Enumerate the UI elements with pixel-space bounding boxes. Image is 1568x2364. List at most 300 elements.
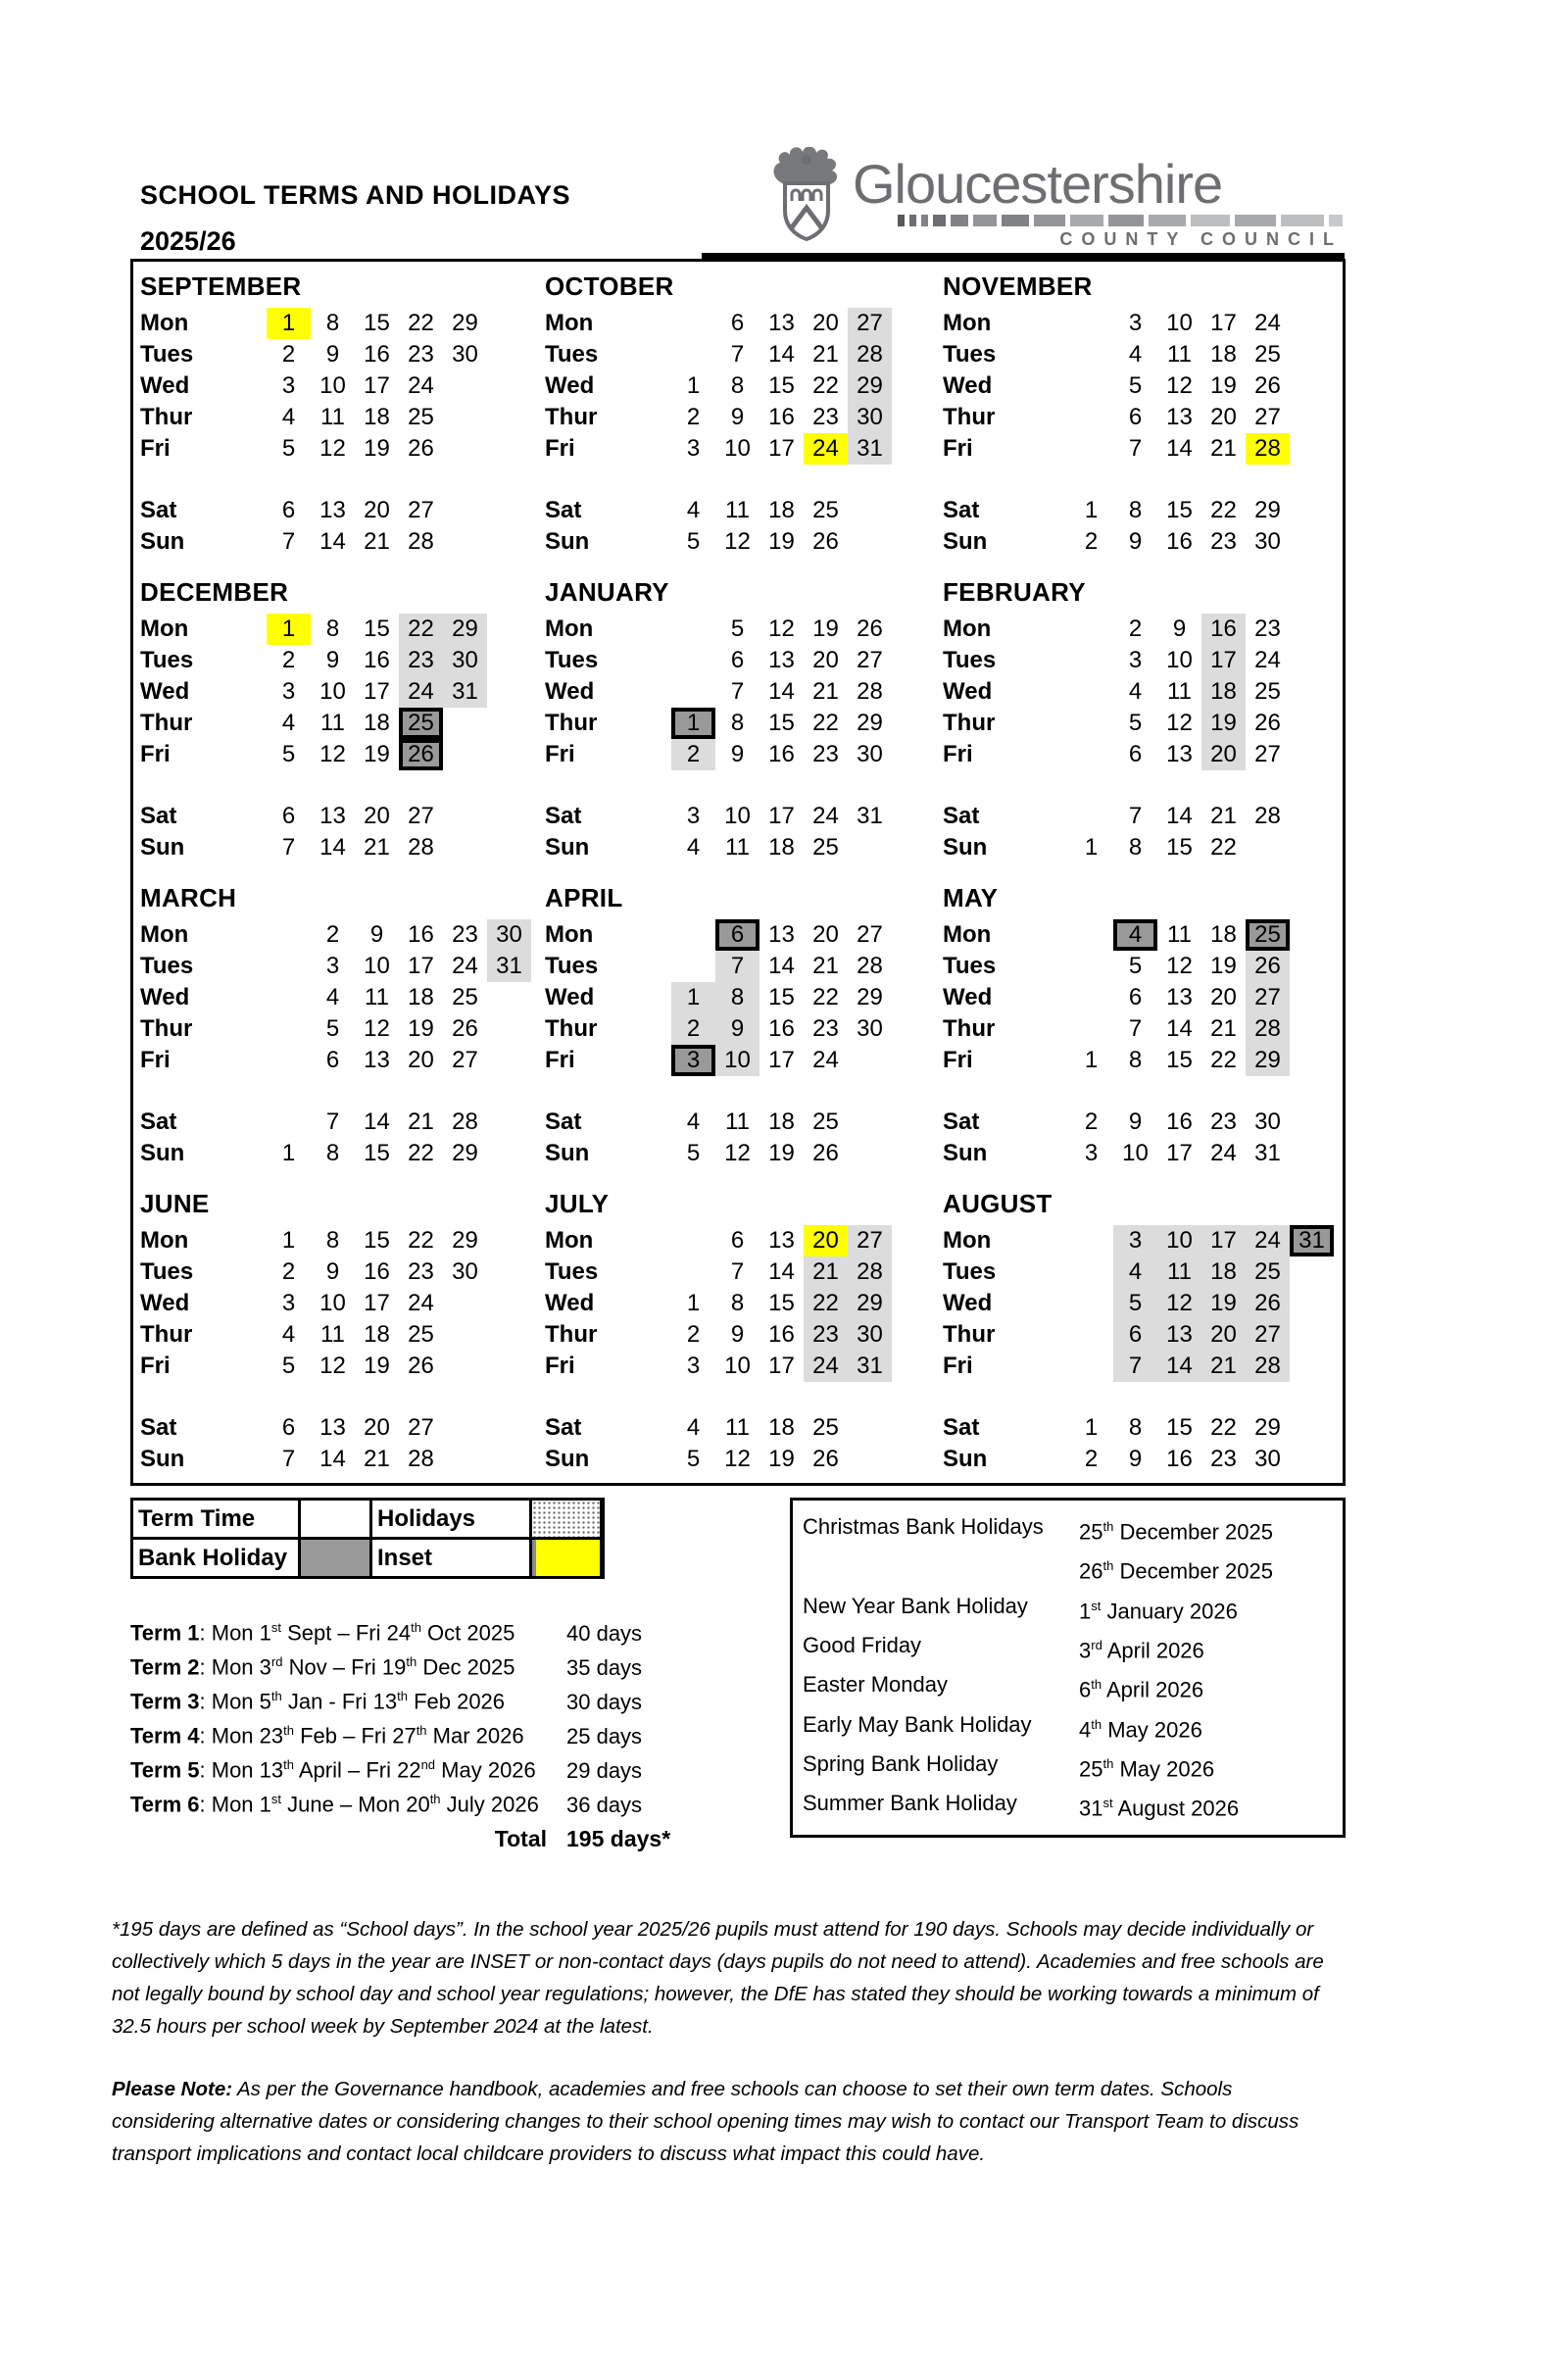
day-cell: 18: [364, 404, 390, 430]
day-cell: 26: [812, 1140, 839, 1166]
day-cell-hol: 29: [443, 614, 487, 645]
day-cell: [1290, 1138, 1334, 1169]
day-cell: 20: [364, 803, 390, 829]
day-cell: 18: [364, 710, 390, 736]
day-cell: 6: [281, 497, 296, 523]
day-row-fri: [545, 1045, 943, 1076]
day-label: Fri: [140, 1047, 171, 1073]
bank-holiday-row: [803, 1786, 1337, 1825]
day-cell: 30: [1254, 1446, 1281, 1472]
day-label: Sat: [140, 1108, 177, 1135]
day-cell: [892, 1288, 936, 1319]
day-cell: 15: [364, 1227, 390, 1254]
day-label: Wed: [140, 372, 190, 399]
day-cell: 4: [281, 710, 296, 736]
total-value: 195 days*: [566, 1826, 671, 1851]
day-cell: [487, 308, 531, 339]
day-cell: 19: [768, 1446, 795, 1472]
day-cell: 19: [812, 616, 839, 642]
day-label: Sun: [545, 834, 590, 861]
day-cell-hol: 2: [671, 739, 715, 770]
day-cell: [1290, 402, 1334, 433]
day-cell: [487, 1412, 531, 1444]
day-label: Sun: [545, 528, 590, 555]
day-cell: 26: [812, 1446, 839, 1472]
month-title: FEBRUARY: [943, 577, 1086, 607]
day-cell: 27: [408, 1414, 434, 1441]
day-cell: 1: [1084, 497, 1099, 523]
day-cell: 13: [1166, 404, 1193, 430]
day-cell: 23: [408, 341, 434, 368]
month-title: MARCH: [140, 883, 237, 912]
day-cell: [1290, 645, 1334, 676]
day-cell: [487, 1288, 531, 1319]
day-cell: [487, 1045, 531, 1076]
day-cell: 20: [1210, 404, 1237, 430]
day-row-thur: [140, 402, 545, 433]
day-row-sun: [545, 1138, 943, 1169]
day-cell: 14: [768, 953, 795, 979]
day-label: Wed: [943, 1290, 993, 1316]
day-cell: 21: [364, 1446, 390, 1472]
day-cell-inset: 20: [804, 1225, 848, 1256]
day-row-wed: [140, 982, 545, 1013]
day-cell: 2: [281, 647, 296, 673]
day-cell: [443, 495, 487, 526]
day-cell: 31: [1254, 1140, 1281, 1166]
day-label: Sun: [943, 1140, 988, 1166]
day-cell-hol: 25: [1246, 1256, 1290, 1288]
day-cell: 27: [452, 1047, 478, 1073]
day-cell-hol: 29: [1246, 1045, 1290, 1076]
day-cell: 4: [281, 404, 296, 430]
day-cell: 15: [768, 710, 795, 736]
day-cell: [487, 1013, 531, 1045]
day-cell: [892, 526, 936, 558]
day-cell: 22: [812, 372, 839, 399]
day-cell: 17: [364, 1290, 390, 1316]
day-cell: [443, 402, 487, 433]
term-days: 25 days: [566, 1723, 643, 1748]
legend-label-holidays: Holidays: [372, 1501, 529, 1537]
day-cell: 10: [724, 1353, 751, 1379]
day-cell: [892, 676, 936, 708]
day-cell: 29: [1254, 1414, 1281, 1441]
day-cell: 9: [730, 741, 745, 767]
day-cell: [671, 919, 715, 951]
logo-subtitle: COUNTY COUNCIL: [1059, 229, 1343, 249]
day-row-thur: [943, 1013, 1343, 1045]
day-cell: 1: [1084, 1047, 1099, 1073]
day-cell: 24: [408, 1290, 434, 1316]
day-cell: 18: [1210, 341, 1237, 368]
day-row-tues: [140, 1256, 545, 1288]
month-september: [140, 271, 545, 558]
day-cell: [443, 433, 487, 465]
day-cell: 7: [325, 1108, 340, 1135]
month-title: JUNE: [140, 1189, 210, 1218]
day-cell-inset: 24: [804, 433, 848, 465]
day-label: Thur: [140, 1321, 193, 1348]
day-cell-hol: 18: [1201, 676, 1246, 708]
day-label: Wed: [545, 984, 595, 1010]
term-row: [130, 1753, 772, 1788]
day-cell: 9: [1128, 1108, 1143, 1135]
day-cell-hol: 10: [1157, 1225, 1201, 1256]
day-cell: 9: [730, 404, 745, 430]
bank-holiday-box: [790, 1498, 1346, 1838]
day-cell: 1: [1084, 1414, 1099, 1441]
day-row-thur: [943, 402, 1343, 433]
term-list: [130, 1616, 772, 1822]
day-cell: 9: [325, 647, 340, 673]
day-cell: 7: [730, 1258, 745, 1285]
day-label: Mon: [943, 1227, 992, 1254]
day-cell-hol: 19: [1201, 1288, 1246, 1319]
day-row-mon: [943, 308, 1343, 339]
day-row-mon: [140, 1225, 545, 1256]
day-row-tues: [545, 1256, 943, 1288]
day-label: Tues: [943, 341, 997, 368]
day-cell: [848, 495, 892, 526]
day-label: Sat: [140, 803, 177, 829]
day-label: Fri: [140, 435, 171, 462]
page-year: 2025/26: [140, 226, 236, 256]
day-cell: 23: [1210, 1446, 1237, 1472]
day-cell: [267, 1107, 311, 1138]
day-cell: [892, 402, 936, 433]
day-label: Tues: [545, 1258, 599, 1285]
month-title: NOVEMBER: [943, 271, 1093, 301]
day-label: Tues: [140, 953, 194, 979]
term-label: Term 4: [130, 1723, 200, 1748]
day-cell: 23: [812, 1015, 839, 1042]
day-row-tues: [140, 951, 545, 982]
day-row-wed: [545, 982, 943, 1013]
day-cell: 20: [364, 497, 390, 523]
day-row-sun: [943, 1444, 1343, 1475]
day-cell: 2: [325, 921, 340, 948]
day-row-sun: [140, 1444, 545, 1475]
day-cell: 16: [768, 404, 795, 430]
day-cell: 22: [1210, 1047, 1237, 1073]
day-cell-hol: 28: [848, 339, 892, 370]
term-dates: Term 3: Mon 5th Jan - Fri 13th Feb 2026: [130, 1689, 506, 1714]
month-title: MAY: [943, 883, 999, 912]
day-cell: [671, 1225, 715, 1256]
term-days: 36 days: [566, 1792, 643, 1817]
day-label: Wed: [943, 678, 993, 705]
day-cell-hol: 28: [1246, 1013, 1290, 1045]
day-cell: [1290, 801, 1334, 832]
bank-holiday-row: [803, 1707, 1337, 1747]
day-cell: 14: [768, 678, 795, 705]
day-cell: 6: [730, 1227, 745, 1254]
day-cell: 7: [281, 834, 296, 861]
day-cell: [1069, 614, 1113, 645]
bank-holiday-name: [803, 1549, 1079, 1588]
day-row-sun: [943, 526, 1343, 558]
day-cell: 27: [857, 921, 883, 948]
term-row: [130, 1788, 772, 1822]
day-row-wed: [545, 1288, 943, 1319]
day-label: Fri: [943, 435, 973, 462]
day-cell: 27: [857, 647, 883, 673]
day-cell: 20: [364, 1414, 390, 1441]
day-cell: [487, 614, 531, 645]
day-label: Wed: [545, 372, 595, 399]
day-cell: 3: [686, 435, 701, 462]
title-block: [140, 180, 570, 259]
day-cell: 9: [1128, 528, 1143, 555]
day-cell: [1290, 1288, 1334, 1319]
day-label: Sun: [943, 528, 988, 555]
day-label: Wed: [140, 678, 190, 705]
legend-label-bank-holiday: Bank Holiday: [133, 1540, 298, 1576]
day-cell: 9: [1128, 1446, 1143, 1472]
day-cell: 25: [452, 984, 478, 1010]
day-cell: 12: [768, 616, 795, 642]
legend-and-terms: [130, 1498, 772, 1856]
day-cell: [892, 1412, 936, 1444]
day-cell: 22: [812, 710, 839, 736]
day-cell-hol: 31: [443, 676, 487, 708]
day-row-sat: [545, 495, 943, 526]
day-cell: 20: [1210, 984, 1237, 1010]
day-cell-hol: 20: [1201, 1319, 1246, 1351]
day-cell: 21: [408, 1108, 434, 1135]
day-cell-hol: 26: [1246, 1288, 1290, 1319]
day-cell: 24: [408, 372, 434, 399]
day-row-sat: [943, 1412, 1343, 1444]
day-cell: [892, 1225, 936, 1256]
day-cell: 22: [1210, 497, 1237, 523]
day-label: Fri: [943, 1353, 973, 1379]
please-note-text: As per the Governance handbook, academies and free schools can choose to set their own term dates. Schools considering alternative dates or considering changes to their school opening times may wish to contact our Transport Team to discuss transport implications and contact local childcare providers to discuss what impact this could have.: [112, 2078, 1299, 2165]
day-cell: 13: [768, 1227, 795, 1254]
day-cell: [487, 1225, 531, 1256]
day-cell-hol: 18: [1201, 1256, 1246, 1288]
day-cell: 11: [320, 404, 345, 430]
day-cell: [267, 919, 311, 951]
day-cell: [1290, 982, 1334, 1013]
day-row-sun: [545, 1444, 943, 1475]
day-cell: [1290, 1107, 1334, 1138]
day-cell: 7: [1128, 803, 1143, 829]
day-cell: 14: [319, 528, 346, 555]
day-label: Fri: [943, 1047, 973, 1073]
day-cell: [1069, 645, 1113, 676]
day-row-mon: [943, 1225, 1343, 1256]
day-cell: [1069, 708, 1113, 739]
day-cell-hol: 6: [1113, 1319, 1157, 1351]
day-label: Tues: [140, 1258, 194, 1285]
day-cell: [1069, 433, 1113, 465]
term-label: Term 5: [130, 1757, 200, 1783]
day-cell-hol: 17: [1201, 1225, 1246, 1256]
day-label: Sat: [140, 1414, 177, 1441]
day-cell: [1069, 739, 1113, 770]
day-row-wed: [140, 676, 545, 708]
day-label: Thur: [545, 404, 598, 430]
month-title: JANUARY: [545, 577, 669, 607]
day-cell: 19: [768, 1140, 795, 1166]
bottom-section: [130, 1498, 1346, 1856]
day-cell: 25: [408, 404, 434, 430]
bank-holiday-date: 25th December 2025: [1079, 1519, 1273, 1545]
day-cell: [848, 1045, 892, 1076]
day-cell: [892, 801, 936, 832]
term-row: [130, 1685, 772, 1719]
day-cell: 3: [1084, 1140, 1099, 1166]
day-row-thur: [943, 708, 1343, 739]
day-row-thur: [140, 708, 545, 739]
day-cell: 21: [812, 953, 839, 979]
day-label: Mon: [943, 310, 992, 336]
day-cell: 14: [319, 1446, 346, 1472]
day-label: Fri: [140, 741, 171, 767]
term-time-swatch: [301, 1501, 369, 1537]
day-cell: [892, 1256, 936, 1288]
bank-holiday-row: [803, 1747, 1337, 1786]
day-cell-hol: 29: [848, 1288, 892, 1319]
day-cell: 21: [812, 341, 839, 368]
day-label: Mon: [140, 921, 189, 948]
day-cell: 18: [364, 1321, 390, 1348]
day-cell: 19: [408, 1015, 434, 1042]
day-label: Mon: [140, 310, 189, 336]
day-row-fri: [140, 1351, 545, 1382]
day-row-thur: [545, 1319, 943, 1351]
day-row-sat: [140, 1412, 545, 1444]
day-cell: [1290, 739, 1334, 770]
term-days: 29 days: [566, 1757, 643, 1783]
day-cell: 8: [325, 616, 340, 642]
day-cell: 7: [281, 1446, 296, 1472]
day-row-wed: [545, 676, 943, 708]
day-cell: 3: [325, 953, 340, 979]
day-cell: [1290, 1013, 1334, 1045]
term-row: [130, 1650, 772, 1685]
day-cell: 9: [1172, 616, 1187, 642]
day-cell: 12: [319, 1353, 346, 1379]
day-cell: 7: [730, 678, 745, 705]
day-label: Mon: [943, 921, 992, 948]
day-cell: [1290, 919, 1334, 951]
day-cell: 6: [1128, 404, 1143, 430]
day-cell: 4: [1128, 341, 1143, 368]
day-cell: 29: [857, 984, 883, 1010]
term-days: 35 days: [566, 1654, 643, 1680]
day-cell-hol: 20: [1201, 739, 1246, 770]
day-cell: 7: [1128, 1015, 1143, 1042]
bank-holiday-date: 4th May 2026: [1079, 1716, 1202, 1742]
month-july: [545, 1189, 943, 1475]
month-june: [140, 1189, 545, 1475]
day-label: Thur: [140, 710, 193, 736]
day-cell: 25: [812, 497, 839, 523]
day-cell: 11: [365, 984, 389, 1010]
day-cell: 13: [1166, 741, 1193, 767]
day-cell: 26: [1254, 710, 1281, 736]
logo-name: Gloucestershire: [853, 153, 1223, 215]
day-cell: 13: [319, 803, 346, 829]
day-cell: 2: [281, 1258, 296, 1285]
day-cell: [443, 526, 487, 558]
day-cell: [267, 1045, 311, 1076]
day-cell: 5: [686, 1446, 701, 1472]
day-cell: 8: [1128, 497, 1143, 523]
day-row-fri: [140, 739, 545, 770]
day-label: Fri: [545, 1047, 575, 1073]
day-cell: [892, 1444, 936, 1475]
day-cell: 4: [686, 1108, 701, 1135]
day-row-thur: [545, 402, 943, 433]
day-cell: 21: [812, 678, 839, 705]
day-label: Fri: [140, 1353, 171, 1379]
day-cell: 14: [1166, 803, 1193, 829]
day-cell: [1069, 1013, 1113, 1045]
day-cell-hol: 26: [1246, 951, 1290, 982]
day-cell: [892, 614, 936, 645]
day-cell: [1069, 919, 1113, 951]
day-cell: 15: [768, 372, 795, 399]
day-cell: 26: [812, 528, 839, 555]
day-cell-hol: 4: [1113, 1256, 1157, 1288]
day-cell: 11: [725, 1414, 750, 1441]
day-cell: 12: [1166, 953, 1193, 979]
day-row-sun: [140, 526, 545, 558]
month-title: SEPTEMBER: [140, 271, 302, 301]
day-cell: 8: [325, 1227, 340, 1254]
day-cell: 19: [364, 741, 390, 767]
day-cell: [892, 1351, 936, 1382]
month-march: [140, 883, 545, 1169]
day-cell: 16: [768, 1015, 795, 1042]
day-cell: 2: [686, 404, 701, 430]
day-cell: [848, 832, 892, 863]
day-cell: [443, 801, 487, 832]
day-cell-hol: 8: [715, 982, 760, 1013]
day-cell: 22: [812, 984, 839, 1010]
day-label: Sat: [140, 497, 177, 523]
day-cell: 3: [281, 1290, 296, 1316]
day-row-fri: [943, 739, 1343, 770]
bank-holiday-name: New Year Bank Holiday: [803, 1593, 1028, 1618]
page-title: SCHOOL TERMS AND HOLIDAYS: [140, 180, 571, 210]
day-cell: 9: [369, 921, 384, 948]
day-cell: 3: [686, 1353, 701, 1379]
month-february: [943, 577, 1343, 863]
day-cell: 11: [1167, 921, 1192, 948]
day-row-fri: [545, 433, 943, 465]
day-cell: [1290, 370, 1334, 402]
day-row-fri: [140, 433, 545, 465]
day-cell: 13: [1166, 984, 1193, 1010]
day-row-mon: [943, 919, 1343, 951]
day-cell: 16: [1166, 528, 1193, 555]
day-cell: 21: [1210, 1015, 1237, 1042]
day-label: Fri: [545, 435, 575, 462]
day-cell-hol: 23: [399, 645, 443, 676]
day-row-mon: [545, 1225, 943, 1256]
day-cell: 11: [725, 834, 750, 861]
day-cell: [671, 1256, 715, 1288]
day-cell: [1290, 1319, 1334, 1351]
day-cell: 11: [320, 1321, 345, 1348]
day-cell: 5: [281, 1353, 296, 1379]
day-label: Tues: [140, 647, 194, 673]
